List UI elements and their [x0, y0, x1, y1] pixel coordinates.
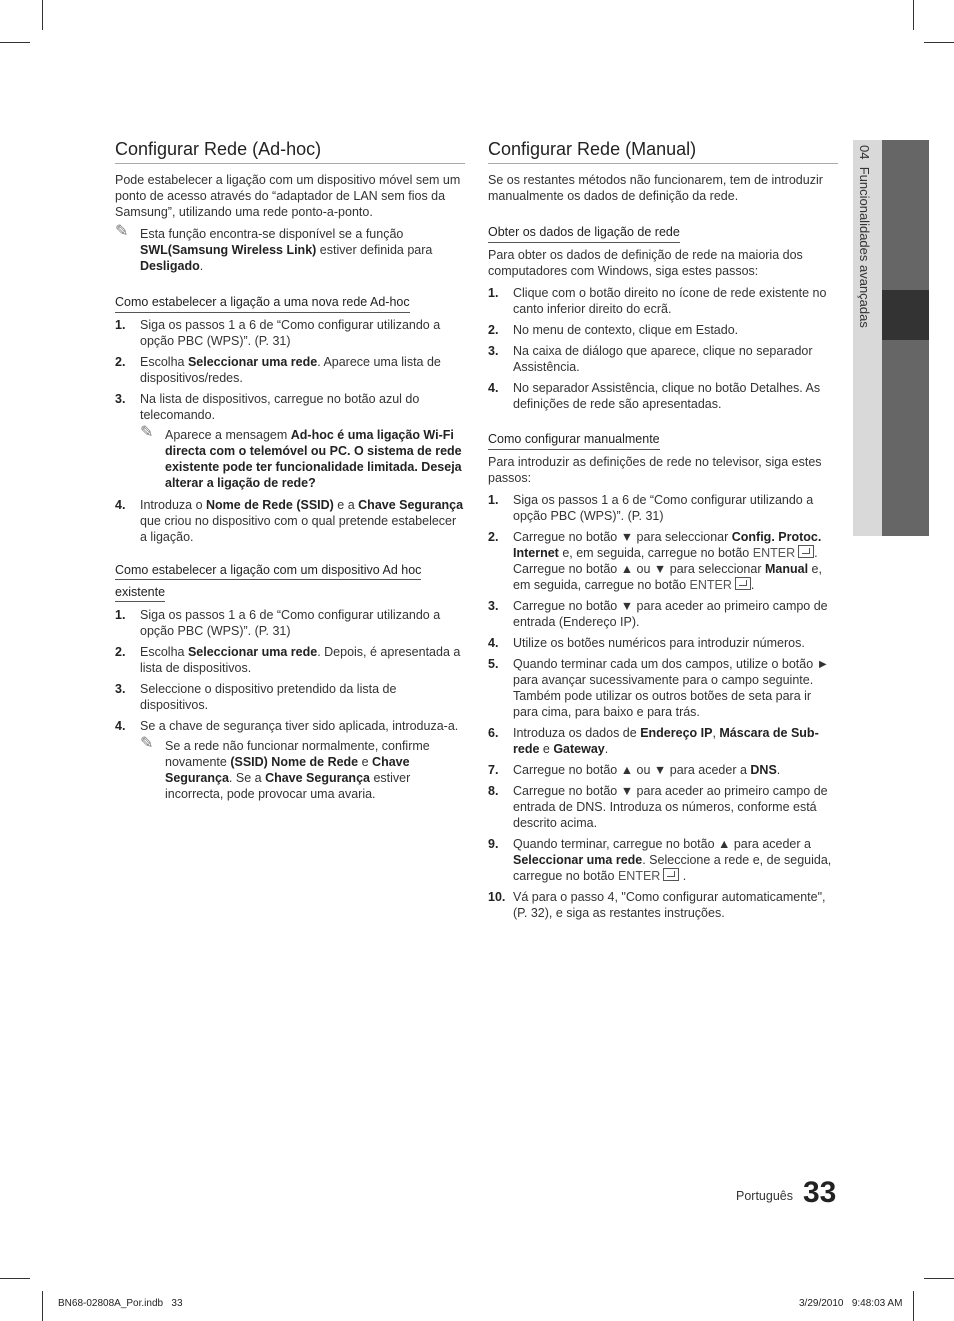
list-item: 3. Seleccione o dispositivo pretendido da lista de dispositivos. [115, 682, 397, 712]
active-chapter-marker [882, 290, 929, 340]
list-item: 9. Quando terminar, carregue no botão ▲ para aceder a Seleccionar uma rede. Seleccione a rede e, de seguida, carregue no botão ENTER . [488, 837, 832, 883]
footer-language: Português [736, 1189, 793, 1203]
note: ✎ Aparece a mensagem Ad-hoc é uma ligação Wi-Fi directa com o telemóvel ou PC. O sistema de rede existente pode ter funcionalidade limitada. Deseja alterar a ligação de rede? [140, 424, 462, 490]
page-number: 33 [803, 1176, 837, 1209]
left-column [115, 138, 465, 808]
manual-intro: Se os restantes métodos não funcionarem, tem de introduzir manualmente os dados de definição da rede. [488, 173, 823, 203]
adhoc-intro: Pode estabelecer a ligação com um dispositivo móvel sem um ponto de acesso através do “adaptador de LAN sem fios da Samsung”, utilizando uma rede ponto-a-ponto. [115, 173, 461, 219]
pencil-icon: ✎ [115, 223, 129, 240]
list-item: 8. Carregue no botão ▼ para aceder ao primeiro campo de entrada de DNS. Introduza os números, conforme está descrito acima. [488, 784, 828, 830]
steps-manual-config [488, 492, 838, 921]
list-item: 2. Escolha Seleccionar uma rede. Aparece uma lista de dispositivos/redes. [115, 355, 441, 385]
note: ✎ Se a rede não funcionar normalmente, confirme novamente (SSID) Nome de Rede e Chave Segurança. Se a Chave Segurança estiver incorrecta, pode provocar uma avaria. [140, 735, 430, 801]
list-item: 1. Clique com o botão direito no ícone de rede existente no canto inferior direito do ecrã. [488, 286, 827, 316]
manual-config-intro: Para introduzir as definições de rede no televisor, siga estes passos: [488, 455, 822, 485]
crop-mark [913, 1291, 914, 1321]
crop-mark [0, 1278, 30, 1279]
print-timestamp: 3/29/2010 9:48:03 AM [799, 1298, 903, 1309]
right-column [488, 138, 838, 926]
list-item: 2. Carregue no botão ▼ para seleccionar Config. Protoc. Internet e, em seguida, carregue no botão ENTER . Carregue no botão ▲ ou ▼ para seleccionar Manual e, em seguida, carregue no botão ENTER . [488, 530, 822, 592]
list-item: 4. Se a chave de segurança tiver sido aplicada, introduza-a. ✎ Se a rede não funcionar normalmente, confirme novamente (SSID) Nome de Rede e Chave Segurança. Se a Chave Segurança estiver incorrecta, pode provocar uma avaria. [115, 718, 465, 802]
subheading-new-adhoc: Como estabelecer a ligação a uma nova rede Ad-hoc [115, 294, 410, 313]
list-item: 2. No menu de contexto, clique em Estado. [488, 323, 739, 337]
list-item: 1. Siga os passos 1 a 6 de “Como configurar utilizando a opção PBC (WPS)”. (P. 31) [115, 318, 441, 348]
subheading-obtain-data: Obter os dados de ligação de rede [488, 224, 680, 243]
steps-new-adhoc [115, 317, 465, 545]
pencil-icon: ✎ [140, 424, 154, 441]
obtain-data-intro: Para obter os dados de definição de rede na maioria dos computadores com Windows, siga estes passos: [488, 248, 803, 278]
enter-icon [798, 545, 814, 558]
enter-key-label: ENTER [752, 546, 796, 560]
list-item: 1. Siga os passos 1 a 6 de “Como configurar utilizando a opção PBC (WPS)”. (P. 31) [488, 493, 814, 523]
print-file-info: BN68-02808A_Por.indb 33 [58, 1298, 183, 1309]
enter-icon [663, 868, 679, 881]
crop-mark [924, 1278, 954, 1279]
subheading-manual-config: Como configurar manualmente [488, 431, 660, 450]
list-item: 1. Siga os passos 1 a 6 de “Como configurar utilizando a opção PBC (WPS)”. (P. 31) [115, 608, 441, 638]
section-title-manual: Configurar Rede (Manual) [488, 138, 838, 164]
chapter-side-tab [853, 140, 929, 536]
list-item: 5. Quando terminar cada um dos campos, utilize o botão ► para avançar sucessivamente para o campo seguinte. Também pode utilizar os outros botões de seta para ir para cima, para baixo e para trás. [488, 657, 830, 719]
list-item: 6. Introduza os dados de Endereço IP, Máscara de Sub-rede e Gateway. [488, 726, 819, 756]
crop-mark [42, 1291, 43, 1321]
list-item: 3. Na caixa de diálogo que aparece, clique no separador Assistência. [488, 344, 813, 374]
list-item: 7. Carregue no botão ▲ ou ▼ para aceder a DNS. [488, 763, 781, 777]
crop-mark [0, 42, 30, 43]
list-item: 4. Utilize os botões numéricos para introduzir números. [488, 636, 805, 650]
note: ✎ Esta função encontra-se disponível se a função SWL(Samsung Wireless Link) estiver definida para Desligado. [115, 223, 433, 273]
steps-obtain-data [488, 285, 838, 412]
chapter-label: 04 Funcionalidades avançadas [857, 145, 872, 328]
list-item: 3. Na lista de dispositivos, carregue no botão azul do telecomando. ✎ Aparece a mensagem Ad-hoc é uma ligação Wi-Fi directa com o telemóvel ou PC. O sistema de rede existente pode ter funcionalidade limitada. Deseja alterar a ligação de rede? [115, 391, 465, 491]
list-item: 4. Introduza o Nome de Rede (SSID) e a Chave Segurança que criou no dispositivo com o qual pretende estabelecer a ligação. [115, 498, 464, 544]
enter-icon [735, 577, 751, 590]
enter-key-label: ENTER [689, 578, 732, 592]
enter-key-label: ENTER [617, 869, 661, 883]
subheading-existing-adhoc: Como estabelecer a ligação com um dispositivo Ad hoc existente [115, 559, 465, 603]
list-item: 2. Escolha Seleccionar uma rede. Depois, é apresentada a lista de dispositivos. [115, 645, 461, 675]
crop-mark [913, 0, 914, 30]
list-item: 4. No separador Assistência, clique no botão Detalhes. As definições de rede são apresentadas. [488, 381, 821, 411]
section-title-adhoc: Configurar Rede (Ad-hoc) [115, 138, 465, 164]
steps-existing-adhoc [115, 607, 465, 802]
crop-mark [42, 0, 43, 30]
list-item: 3. Carregue no botão ▼ para aceder ao primeiro campo de entrada (Endereço IP). [488, 599, 828, 629]
pencil-icon: ✎ [140, 735, 154, 752]
list-item: 10. Vá para o passo 4, "Como configurar automaticamente", (P. 32), e siga as restantes instruções. [488, 890, 826, 920]
crop-mark [924, 42, 954, 43]
